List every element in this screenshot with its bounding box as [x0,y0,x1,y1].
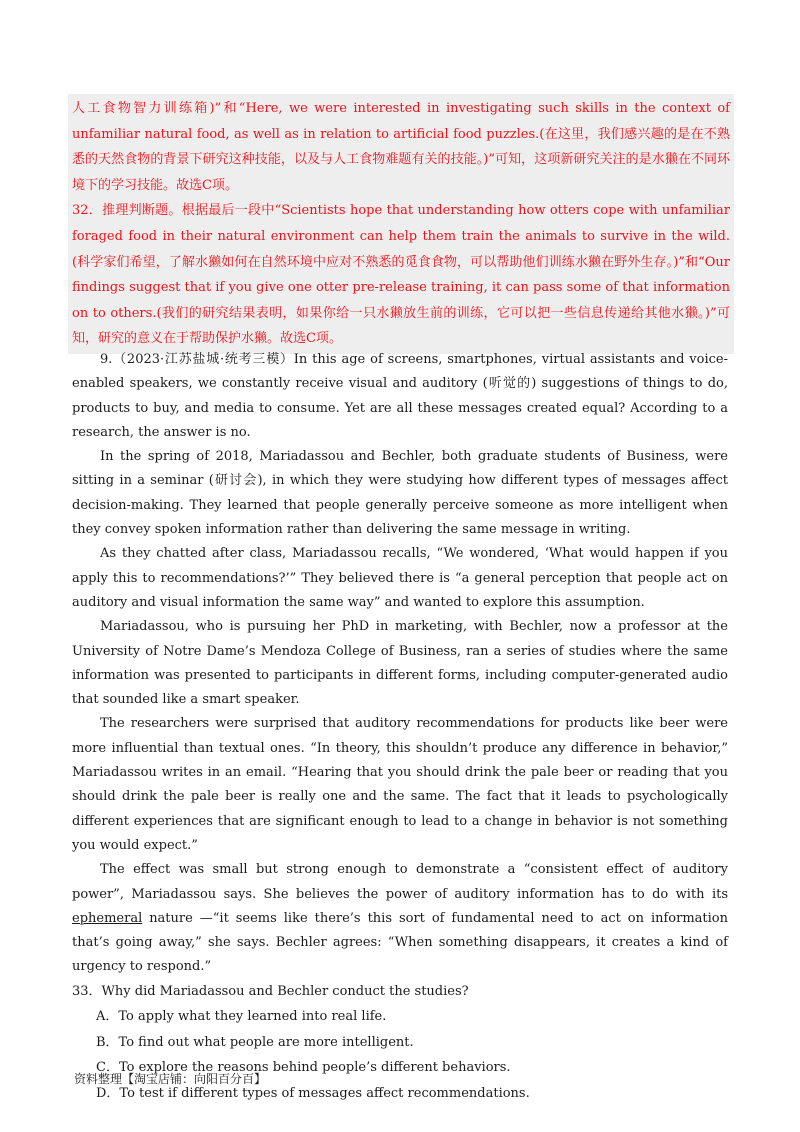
p6-text-before: The effect was small but strong enough to demonstrate a “consistent effect of auditory power”, Mariadassou says. She believes the power of auditory information has to do with its [72,862,728,902]
passage-paragraph-1: 9.（2023·江苏盐城·统考三模）In this age of screens, smartphones, virtual assistants and voice-enabled speakers, we constantly receive visual and auditory (听觉的) suggestions of things to do, products to buy, and media to consume. Yet are all these messages created equal? According to a research, the answer is no. [72,352,728,440]
option-a: A．To apply what they learned into real life. [96,1009,387,1025]
passage-paragraph-5: The researchers were surprised that auditory recommendations for products like beer were more influential than textual ones. “In theory, this shouldn’t produce any difference in behavior,” Mariadassou writes in an email. “Hearing that you should drink the pale beer or reading that you should drink the pale beer is really one and the same. The fact that it leads to psychologically different experiences that are significant enough to lead to a change in behavior is not something you would expect.” [72,716,728,853]
question-stem: 33．Why did Mariadassou and Bechler conduct the studies? [72,983,469,999]
answer-paragraph-32: 32．推理判断题。根据最后一段中“Scientists hope that understanding how otters cope with unfamiliar foraged food in their natural environment can help them train the animals to survive in the wild. (科学家们希望，了解水獭如何在自然环境中应对不熟悉的觅食食物，可以帮助他们训练水獭在野外生存。)”和“Our findings suggest that if you give one otter pre-release training, it can pass some of that information on to others.(我们的研究结果表明，如果你给一只水獭放生前的训练，它可以把一些信息传递给其他水獭。)”可知，研究的意义在于帮助保护水獭。故选C项。 [72,203,730,347]
option-d: D．To test if different types of messages affect recommendations. [96,1085,530,1101]
reading-passage [72,348,728,1106]
passage-paragraph-3: As they chatted after class, Mariadassou recalls, “We wondered, ‘What would happen if you apply this to recommendations?’” They believed there is “a general perception that people act on auditory and visual information the same way” and wanted to explore this assumption. [72,546,728,610]
answer-explanation-block [68,94,734,354]
answer-paragraph-31: 人工食物智力训练箱)”和“Here, we were interested in investigating such skills in the context of unfamiliar natural food, as well as in relation to artificial food puzzles.(在这里，我们感兴趣的是在不熟悉的天然食物的背景下研究这种技能，以及与人工食物难题有关的技能。)”可知，这项新研究关注的是水獭在不同环境下的学习技能。故选C项。 [72,101,730,193]
passage-paragraph-4: Mariadassou, who is pursuing her PhD in marketing, with Bechler, now a professor at the University of Notre Dame’s Mendoza College of Business, ran a series of studies where the same information was presented to participants in different forms, including computer-generated audio that sounded like a smart speaker. [72,619,728,708]
option-c: C．To explore the reasons behind people’s different behaviors. [96,1060,511,1076]
p6-text-after: nature —“it seems like there’s this sort of fundamental need to act on information that’s going away,” she says. Bechler agrees: “When something disappears, it creates a kind of urgency to respond.” [72,910,728,975]
question-options [96,1004,728,1106]
option-b: B．To find out what people are more intelligent. [96,1034,414,1050]
footer-source: 资料整理【淘宝店铺：向阳百分百】 [74,1072,267,1086]
underlined-word: ephemeral [72,910,143,926]
passage-paragraph-2: In the spring of 2018, Mariadassou and Bechler, both graduate students of Business, were sitting in a seminar (研讨会), in which they were studying how different types of messages affect decision-making. They learned that people generally perceive someone as more intelligent when they convey spoken information rather than delivering the same message in writing. [72,449,728,538]
passage-paragraph-6 [72,858,728,979]
